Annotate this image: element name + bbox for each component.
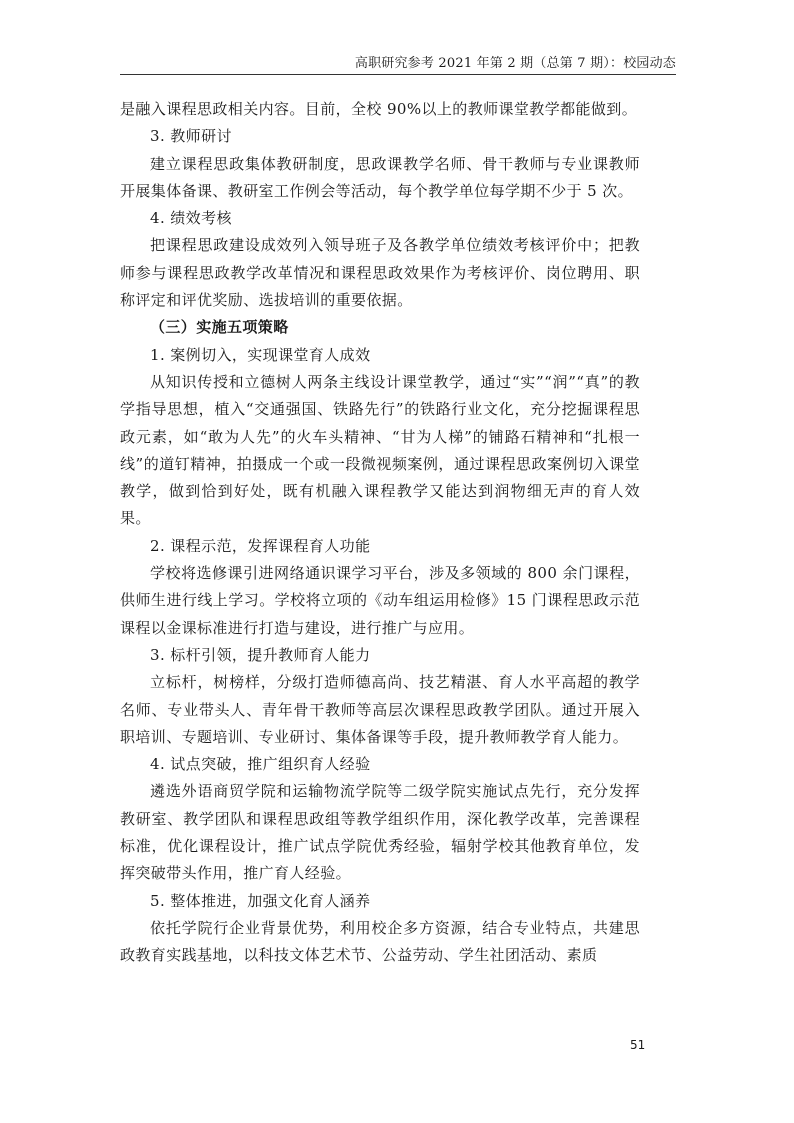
paragraph: 建立课程思政集体教研制度，思政课教学名师、骨干教师与专业课教师开展集体备课、教研室工作例会等活动，每个教学单位每学期不少于 5 次。 [120, 154, 640, 200]
paragraph: 遴选外语商贸学院和运输物流学院等二级学院实施试点先行，充分发挥教研室、教学团队和课程思政组等教学组织作用，深化教学改革，完善课程标准，优化课程设计，推广试点学院优秀经验，辐射学校其他教育单位，发挥突破带头作用，推广育人经验。 [120, 782, 640, 883]
running-header-title: 高职研究参考 2021 年第 2 期（总第 7 期）：校园动态 [354, 56, 676, 71]
paragraph: 立标杆，树榜样，分级打造师德高尚、技艺精湛、育人水平高超的教学名师、专业带头人、青年骨干教师等高层次课程思政教学团队。通过开展入职培训、专题培训、专业研讨、集体备课等手段，提升教师教学育人能力。 [120, 673, 640, 746]
page-number: 51 [630, 1038, 646, 1052]
paragraph: 学校将选修课引进网络通识课学习平台，涉及多领域的 800 余门课程，供师生进行线上学习。学校将立项的《动车组运用检修》15 门课程思政示范课程以金课标准进行打造与建设，进行推广与应用。 [120, 564, 640, 637]
paragraph: 3. 教师研讨 [150, 127, 232, 146]
paragraph: 2. 课程示范，发挥课程育人功能 [150, 536, 371, 555]
section-heading: （三）实施五项策略 [150, 318, 289, 337]
paragraph: 是融入课程思政相关内容。目前，全校 90%以上的教师课堂教学都能做到。 [120, 100, 638, 118]
paragraph: 5. 整体推进，加强文化育人涵养 [150, 891, 371, 910]
paragraph: 4. 绩效考核 [150, 209, 232, 228]
page-header [120, 46, 676, 75]
paragraph: 1. 案例切入，实现课堂育人成效 [150, 345, 371, 364]
paragraph: 从知识传授和立德树人两条主线设计课堂教学，通过“实”“润”“真”的教学指导思想，植入“交通强国、铁路先行”的铁路行业文化，充分挖掘课程思政元素，如“敢为人先”的火车头精神、“甘为人梯”的铺路石精神和“扎根一线”的道钉精神，拍摄成一个或一段微视频案例，通过课程思政案例切入课堂教学，做到恰到好处，既有机融入课程教学又能达到润物细无声的育人效果。 [120, 372, 640, 528]
document-body [120, 96, 640, 970]
paragraph: 3. 标杆引领，提升教师育人能力 [150, 645, 371, 664]
paragraph: 4. 试点突破，推广组织育人经验 [150, 755, 371, 774]
paragraph: 把课程思政建设成效列入领导班子及各教学单位绩效考核评价中；把教师参与课程思政教学改革情况和课程思政效果作为考核评价、岗位聘用、职称评定和评优奖励、选拔培训的重要依据。 [120, 236, 640, 310]
paragraph: 依托学院行企业背景优势，利用校企多方资源，结合专业特点，共建思政教育实践基地，以科技文体艺术节、公益劳动、学生社团活动、素质 [120, 918, 640, 965]
